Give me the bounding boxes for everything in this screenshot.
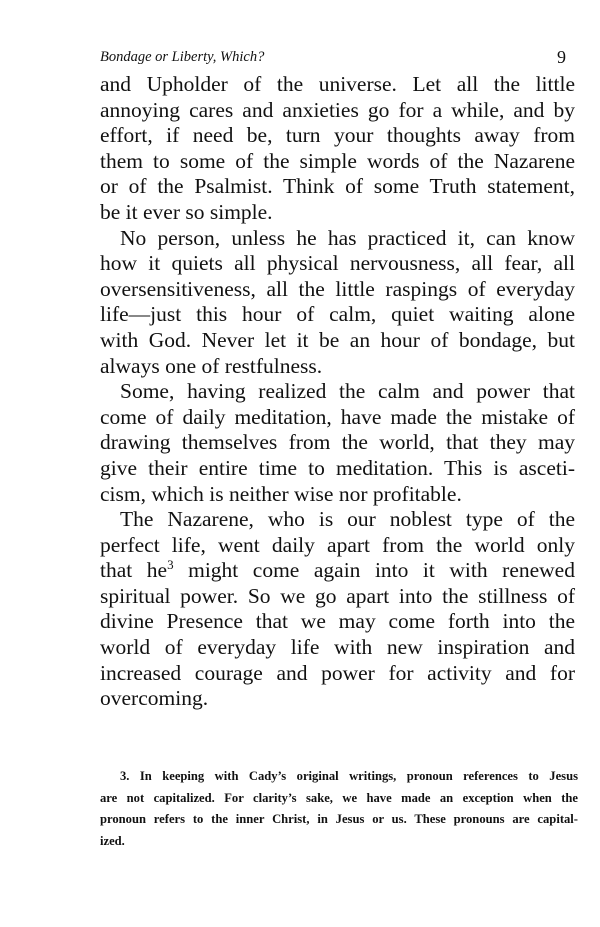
footnote-line: are not capitalized. For clarity’s sake, we have made an exception when the <box>100 790 578 805</box>
running-title: Bondage or Liberty, Which? <box>100 49 265 65</box>
text-line: No person, unless he has practiced it, can know <box>120 225 575 250</box>
text-line: effort, if need be, turn your thoughts away from <box>100 123 575 148</box>
text-line: oversensitiveness, all the little raspings of everyday <box>100 276 575 301</box>
text-line: overcoming. <box>100 686 209 711</box>
paragraph <box>100 226 575 380</box>
footnote <box>100 766 578 852</box>
text-line: annoying cares and anxieties go for a while, and by <box>100 97 575 122</box>
paragraph <box>100 379 575 507</box>
text-line: cism, which is neither wise nor profitable. <box>100 481 462 506</box>
text-line: them to some of the simple words of the Nazarene <box>100 148 575 173</box>
text-line: spiritual power. So we go apart into the stillness of <box>100 583 575 608</box>
footnote-line: pronoun refers to the inner Christ, in Jesus or us. These pronouns are capital- <box>100 812 578 826</box>
text-line: be it ever so simple. <box>100 199 273 224</box>
text-line: and Upholder of the universe. Let all the little <box>100 72 575 96</box>
text-line: divine Presence that we may come forth into the <box>100 609 575 634</box>
text-line: increased courage and power for activity and for <box>100 660 575 685</box>
footnote-line: 3. In keeping with Cady’s original writings, pronoun references to Jesus <box>120 769 578 783</box>
text-line: come of daily meditation, have made the mistake of <box>100 404 575 429</box>
body-text <box>100 72 575 712</box>
text-line: drawing themselves from the world, that they may <box>100 430 575 455</box>
text-line: or of the Psalmist. Think of some Truth statement, <box>100 174 575 199</box>
footnote-reference: 3 <box>167 557 174 573</box>
text-line: Some, having realized the calm and power that <box>120 379 575 404</box>
text-line: The Nazarene, who is our noblest type of the <box>120 507 575 532</box>
running-header <box>100 47 570 69</box>
text-line: with God. Never let it be an hour of bondage, but <box>100 327 575 352</box>
text-segment: that he <box>100 558 168 583</box>
text-line: life—just this hour of calm, quiet waiting alone <box>100 302 575 327</box>
text-segment: might come again into it with renewed <box>173 558 575 583</box>
paragraph <box>100 507 575 712</box>
footnote-line: ized. <box>100 833 125 848</box>
paragraph <box>100 72 575 226</box>
text-line: always one of restfulness. <box>100 353 323 378</box>
text-line: world of everyday life with new inspiration and <box>100 635 575 660</box>
text-line: give their entire time to meditation. This is asceti- <box>100 455 575 480</box>
text-line <box>100 558 575 584</box>
text-line: how it quiets all physical nervousness, all fear, all <box>100 251 575 276</box>
text-line: perfect life, went daily apart from the world only <box>100 532 575 557</box>
page-number: 9 <box>557 47 566 67</box>
